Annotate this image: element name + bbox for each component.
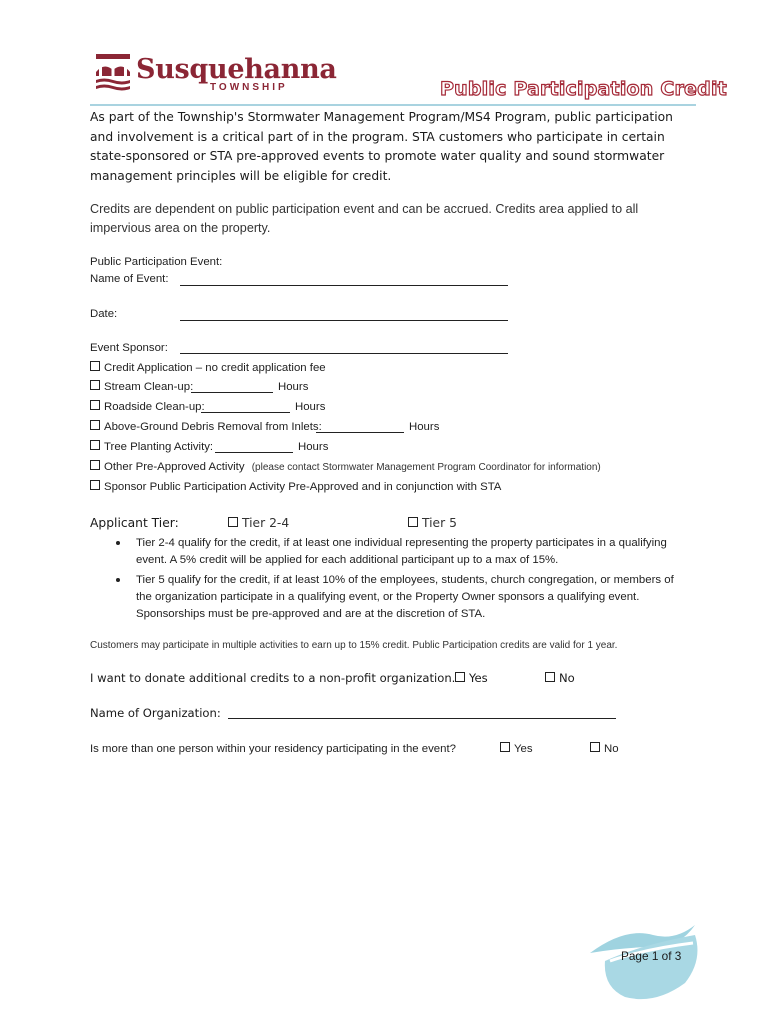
option-stream-cleanup[interactable]: Stream Clean-up: [90,380,193,394]
event-date-field[interactable] [180,320,508,321]
page-number: Page 1 of 3 [621,949,682,963]
option-roadside-cleanup[interactable]: Roadside Clean-up: [90,400,205,414]
stream-cleanup-hours-field[interactable] [191,392,273,393]
event-name-field[interactable] [180,285,508,286]
option-sponsor-activity[interactable]: Sponsor Public Participation Activity Pre-Approved and in conjunction with STA [90,480,501,494]
event-date-label: Date: [90,308,118,320]
checkbox-tier-5[interactable] [408,517,418,527]
option-debris-removal[interactable]: Above-Ground Debris Removal from Inlets: [90,420,322,434]
other-activity-note: (please contact Stormwater Management Program Coordinator for information) [251,462,601,473]
tier-5-option[interactable]: Tier 5 [408,516,457,530]
checkbox-residency-yes[interactable] [500,742,510,752]
applicant-tier-label: Applicant Tier: [90,516,179,530]
residency-yes-option[interactable]: Yes [500,742,533,756]
donate-yes-option[interactable]: Yes [455,671,488,685]
residency-no-option[interactable]: No [590,742,619,756]
checkbox-credit-application[interactable] [90,361,100,371]
option-tree-planting[interactable]: Tree Planting Activity: [90,440,213,454]
organization-label: Name of Organization: [90,706,221,720]
residency-question: Is more than one person within your residency participating in the event? [90,743,456,755]
tree-planting-hours-label: Hours [298,441,329,453]
checkbox-donate-yes[interactable] [455,672,465,682]
event-name-label: Name of Event: [90,273,169,285]
event-sponsor-field[interactable] [180,353,508,354]
tier-2-4-description: Tier 2-4 qualify for the credit, if at least one individual representing the property participates in a qualifying event. A 5% credit will be applied for each additional participant up to a max of 15%. [136,537,667,566]
donate-no-option[interactable]: No [545,671,575,685]
option-other-activity[interactable]: Other Pre-Approved Activity (please contact Stormwater Management Program Coordinator for information) [90,460,601,475]
bullet-dot-1 [116,541,120,545]
checkbox-tier-2-4[interactable] [228,517,238,527]
debris-removal-hours-label: Hours [409,421,440,433]
debris-removal-hours-field[interactable] [316,432,404,433]
roadside-cleanup-hours-label: Hours [295,401,326,413]
intro-paragraph: As part of the Township's Stormwater Management Program/MS4 Program, public participation and involvement is a critical part of in the program. STA customers who participate in certain state-sponsored or STA pre-approved events to promote water quality and sound stormwater management principles will be eligible for credit. [90,110,673,183]
checkbox-tree-planting[interactable] [90,440,100,450]
checkbox-other-activity[interactable] [90,460,100,470]
checkbox-stream-cleanup[interactable] [90,380,100,390]
tier-2-4-option[interactable]: Tier 2-4 [228,516,289,530]
option-credit-application[interactable]: Credit Application – no credit application fee [90,361,326,375]
tier-5-description: Tier 5 qualify for the credit, if at least 10% of the employees, students, church congregation, or members of the organization participate in a qualifying event, or the Property Owner sponsors a qualifying event. Sponsorships must be pre-approved and are at the discretion of STA. [136,574,674,620]
township-logo [94,52,337,98]
event-sponsor-label: Event Sponsor: [90,342,168,354]
tree-planting-hours-field[interactable] [215,452,293,453]
roadside-cleanup-hours-field[interactable] [201,412,290,413]
participation-note: Customers may participate in multiple activities to earn up to 15% credit. Public Participation credits are valid for 1 year. [90,640,618,651]
title-underline [90,104,696,106]
checkbox-roadside-cleanup[interactable] [90,400,100,410]
event-heading: Public Participation Event: [90,256,223,268]
logo-name: Susquehanna [136,54,337,85]
logo-subtitle: TOWNSHIP [210,82,288,93]
checkbox-residency-no[interactable] [590,742,600,752]
organization-field[interactable] [228,718,616,719]
donate-question: I want to donate additional credits to a non-profit organization. [90,671,456,685]
stream-cleanup-hours-label: Hours [278,381,309,393]
bridge-logo-icon [94,52,132,92]
bullet-dot-2 [116,578,120,582]
checkbox-donate-no[interactable] [545,672,555,682]
checkbox-debris-removal[interactable] [90,420,100,430]
checkbox-sponsor-activity[interactable] [90,480,100,490]
page-title: Public Participation Credit [440,78,727,100]
credits-paragraph: Credits are dependent on public participation event and can be accrued. Credits area applied to all impervious area on the property. [90,202,639,235]
